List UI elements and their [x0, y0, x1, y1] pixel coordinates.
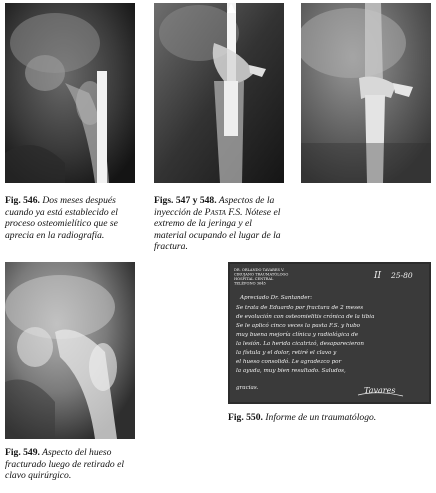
letter-line-3: de evolución con osteomielitis crónica de la tibia: [236, 314, 375, 320]
letter-line-6: la lesión. La herida cicatrizó, desaparecieron: [236, 341, 364, 347]
caption-figs-547-548-label: Figs. 547 y 548.: [154, 195, 217, 206]
caption-fig-550: [228, 412, 431, 424]
figure-549-radiograph: [5, 262, 135, 439]
letter-ref: II: [374, 271, 382, 281]
letter-line-10: gracias.: [236, 385, 259, 391]
caption-figs-547-548-text-after: Nótese el extremo de la jeringa y el material ocupando el lugar de la fractura.: [154, 206, 281, 253]
letter-line-4: Se le aplicó cinco veces la pasta F.S. y hubo: [236, 323, 361, 329]
caption-figs-547-548: [154, 195, 284, 253]
caption-fig-550-text: Informe de un traumatólogo.: [265, 412, 377, 423]
caption-figs-547-548-product: Pasta F.S.: [204, 206, 243, 218]
letter-line-9: la ayuda, muy bien resultado. Saludos,: [236, 368, 346, 374]
letter-line-5: muy buena mejoría clínica y radiológica de: [236, 332, 359, 338]
letter-line-2: Se trata de Eduardo por fractura de 2 meses: [236, 305, 364, 311]
letter-signature: Tavares: [364, 386, 396, 395]
caption-fig-546-label: Fig. 546.: [5, 195, 40, 206]
letterhead-line-1: DR. ORLANDO TAVARES V.: [234, 268, 285, 272]
caption-fig-546-text: Dos meses después cuando ya está establecido el proceso osteomielítico que se aprecia en la radiografía.: [5, 195, 118, 241]
caption-fig-549-text: Aspecto del hueso fracturado luego de retirado el clavo quirúrgico.: [5, 447, 125, 482]
figure-550-letter: [228, 262, 431, 404]
letterhead-line-4: TELÉFONO 3645: [234, 281, 266, 286]
letter-line-8: el hueso consolidó. Le agradezco por: [236, 359, 342, 365]
letterhead-line-2: CIRUJANO TRAUMATÓLOGO: [234, 272, 289, 277]
caption-fig-549-label: Fig. 549.: [5, 447, 40, 458]
figure-547-radiograph: [154, 3, 284, 183]
figure-546-radiograph: [5, 3, 135, 183]
letter-line-7: la fístula y el dolor, retiré el clavo y: [236, 350, 337, 356]
figure-548-radiograph: [301, 3, 431, 183]
caption-figs-547-548-text-before: Aspectos de la inyección de: [154, 195, 275, 218]
letter-date: 25-80: [391, 271, 413, 280]
letterhead-line-3: HOSPITAL CENTRAL: [234, 277, 274, 281]
caption-fig-550-label: Fig. 550.: [228, 412, 263, 423]
caption-fig-549: [5, 447, 140, 482]
caption-fig-546: [5, 195, 140, 241]
letter-line-1: Apreciado Dr. Santander:: [240, 295, 313, 301]
